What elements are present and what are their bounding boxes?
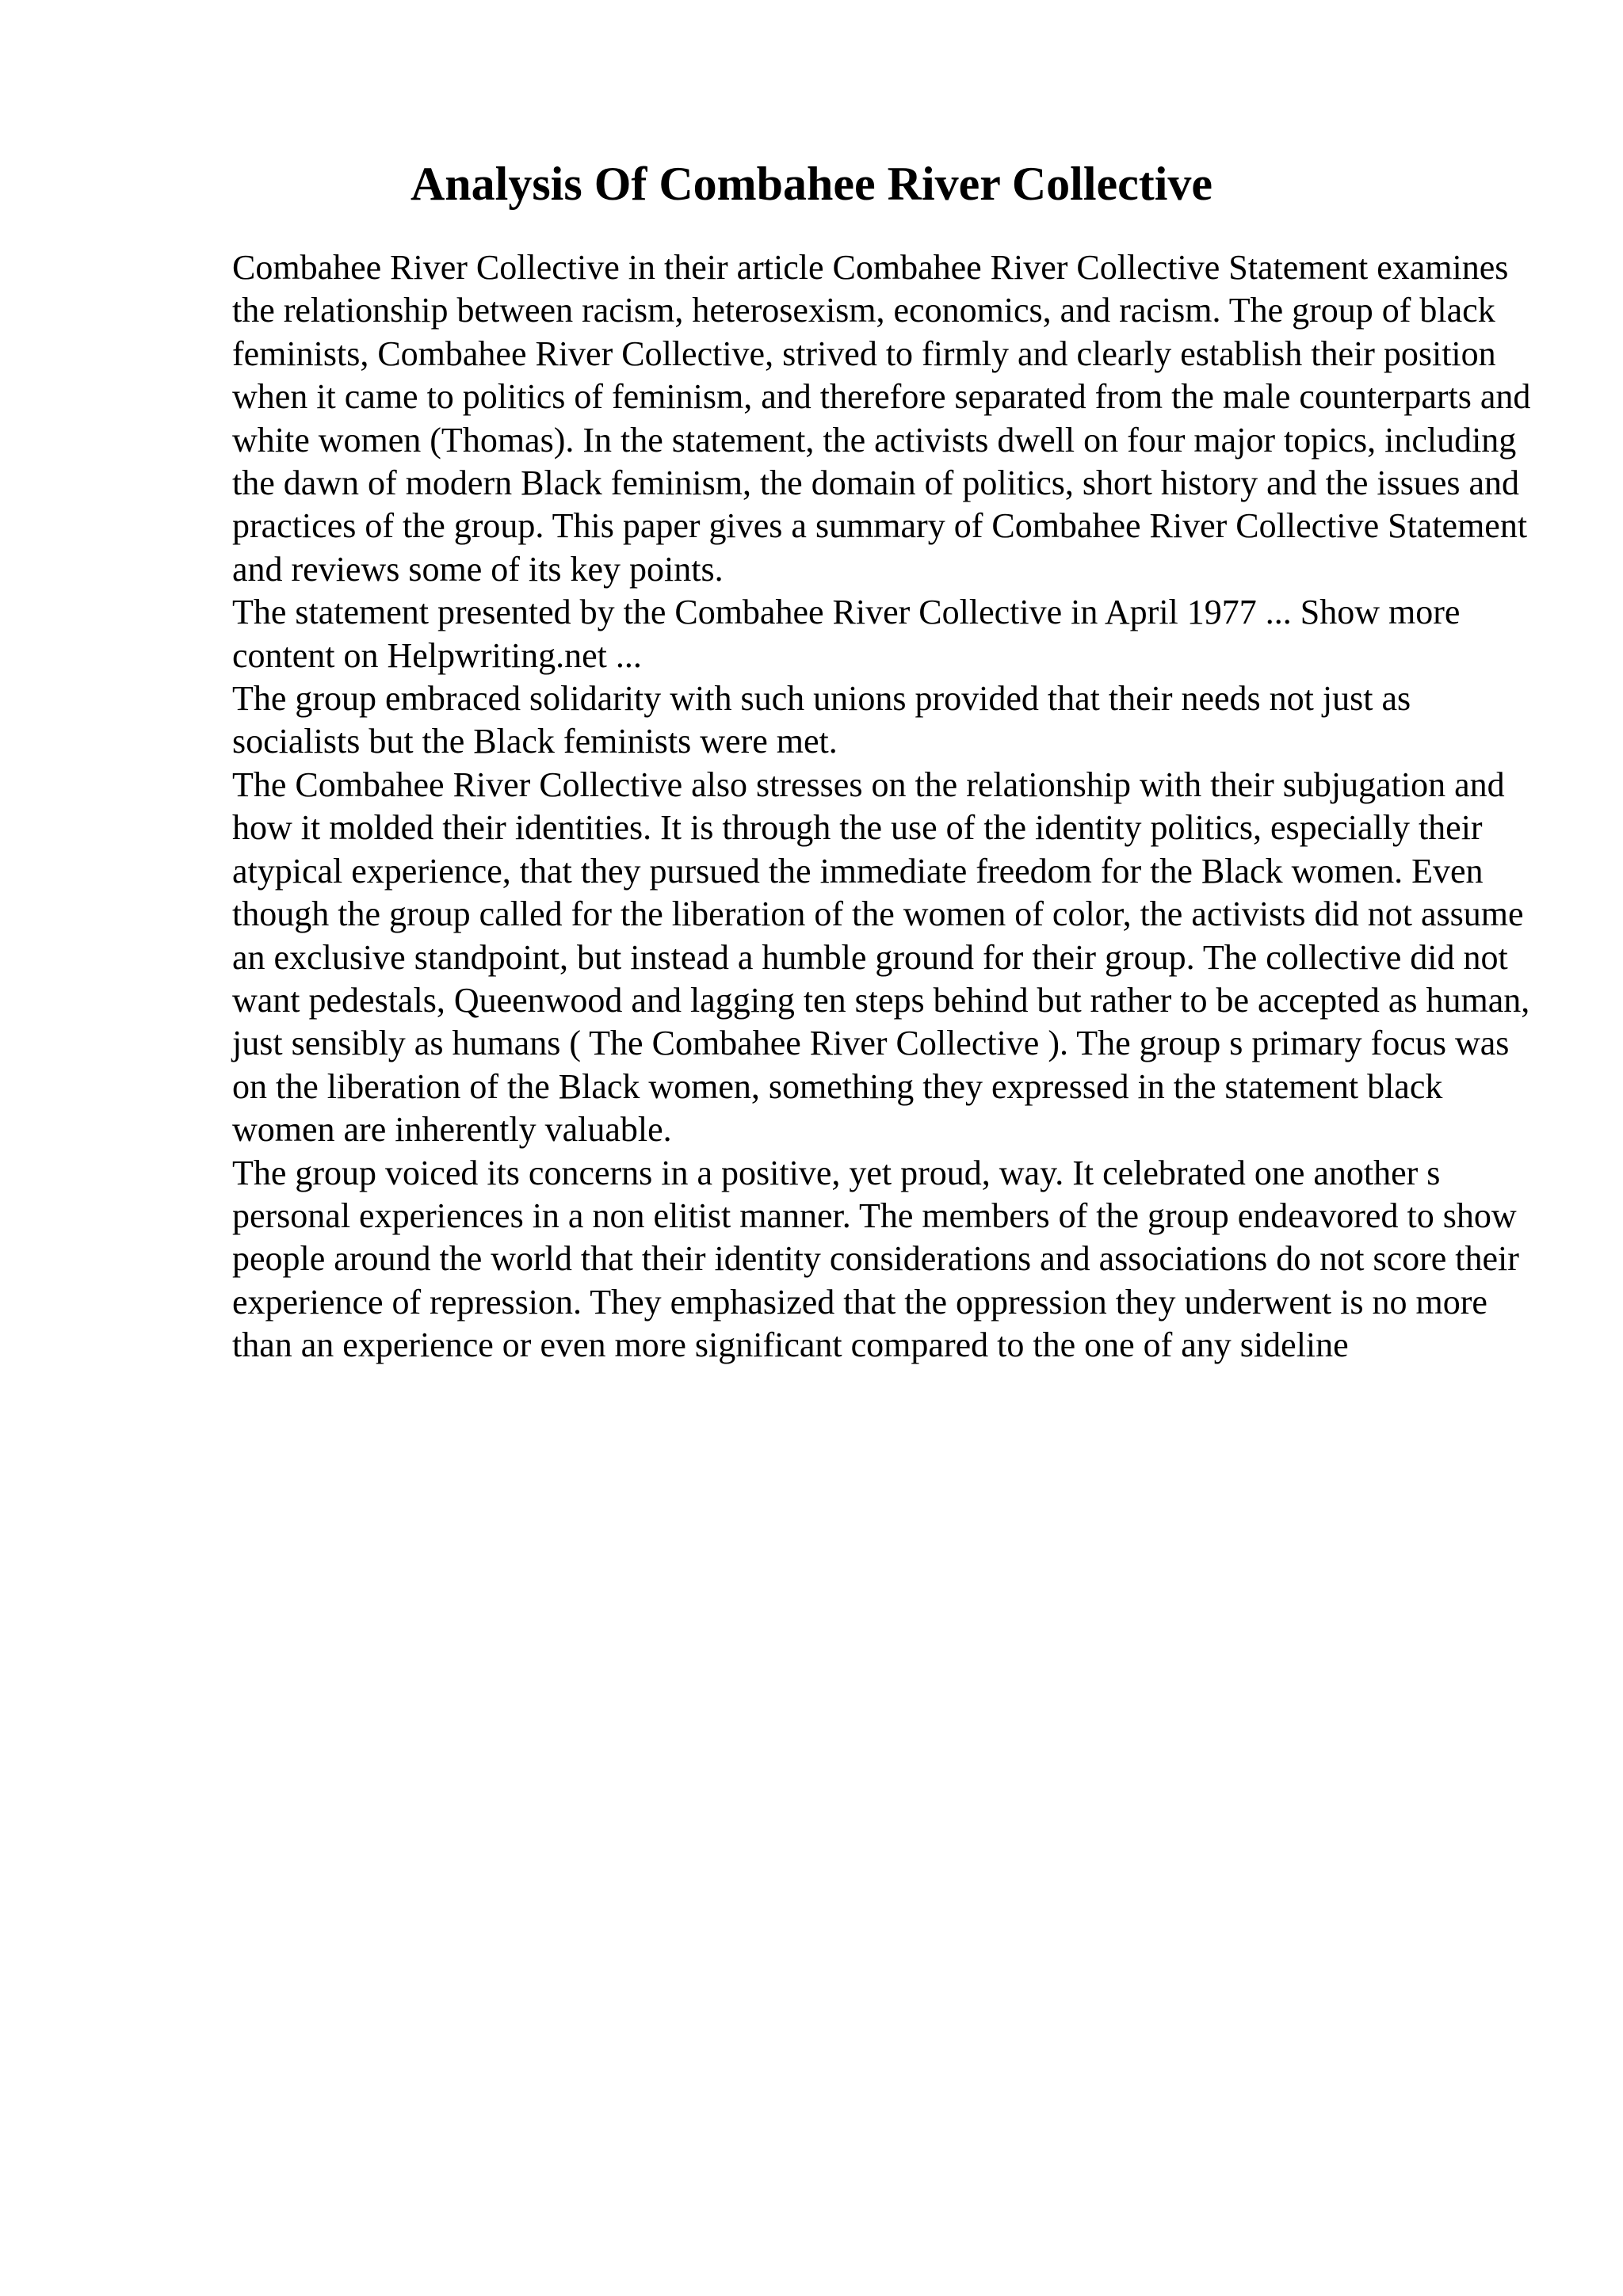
paragraph-statement: The statement presented by the Combahee River Collective in April 1977 ... Show more content on Helpwriting.net ... xyxy=(232,593,1461,675)
paragraph-concerns: The group voiced its concerns in a positive, yet proud, way. It celebrated one another s personal experiences in a non elitist manner. The members of the group endeavored to show people around the world that their identity considerations and associations do not score their experience of repression. They emphasized that the oppression they underwent is no more than an experience or even more significant compared to the one of any sideline xyxy=(232,1153,1519,1365)
document-body xyxy=(232,246,1532,1367)
paragraph-solidarity: The group embraced solidarity with such unions provided that their needs not just as socialists but the Black feminists were met. xyxy=(232,679,1411,761)
paragraph-identity: The Combahee River Collective also stresses on the relationship with their subjugation and how it molded their identities. It is through the use of the identity politics, especially their atypical experience, that they pursued the immediate freedom for the Black women. Even though the group called for the liberation of the women of color, the activists did not assume an exclusive standpoint, but instead a humble ground for their group. The collective did not want pedestals, Queenwood and lagging ten steps behind but rather to be accepted as human, just sensibly as humans ( The Combahee River Collective ). The group s primary focus was on the liberation of the Black women, something they expressed in the statement black women are inherently valuable. xyxy=(232,765,1530,1150)
document-title: Analysis Of Combahee River Collective xyxy=(410,158,1213,210)
paragraph-intro: Combahee River Collective in their article Combahee River Collective Statement examines the relationship between racism, heterosexism, economics, and racism. The group of black feminists, Combahee River Collective, strived to firmly and clearly establish their position when it came to politics of feminism, and therefore separated from the male counterparts and white women (Thomas). In the statement, the activists dwell on four major topics, including the dawn of modern Black feminism, the domain of politics, short history and the issues and practices of the group. This paper gives a summary of Combahee River Collective Statement and reviews some of its key points. xyxy=(232,248,1531,589)
